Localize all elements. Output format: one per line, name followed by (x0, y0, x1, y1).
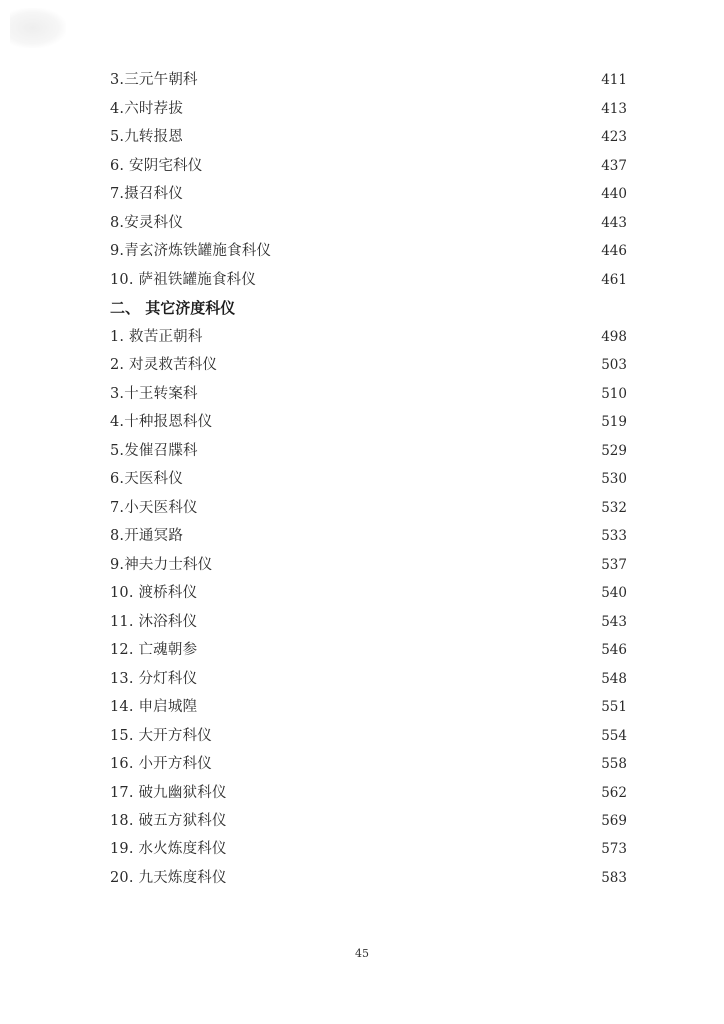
toc-entry-title: 3.十王转案科 (110, 385, 198, 402)
section-heading: 二、 其它济度科仪 (110, 299, 236, 318)
toc-entry-title: 8.开通冥路 (110, 528, 184, 545)
toc-entry-title: 12. 亡魂朝参 (110, 642, 198, 659)
toc-entry (110, 406, 627, 431)
toc-entry-page: 554 (601, 727, 627, 744)
toc-entry-title: 20. 九天炼度科仪 (110, 869, 227, 886)
toc-entry-page: 558 (601, 756, 627, 773)
toc-entry (110, 833, 627, 858)
toc-entry-page: 423 (601, 129, 627, 146)
toc-entry (110, 320, 627, 345)
toc-entry-title: 4.六时荐拔 (110, 100, 184, 117)
toc-entry-page: 562 (601, 784, 627, 801)
toc-entry-title: 13. 分灯科仪 (110, 670, 198, 687)
toc-entry-page: 503 (601, 357, 627, 374)
toc-entry-page: 498 (601, 328, 627, 345)
toc-entry-title: 8.安灵科仪 (110, 214, 184, 231)
toc-entry-page: 411 (601, 72, 627, 89)
dot-leader (214, 417, 599, 427)
toc-entry-page: 446 (601, 243, 627, 260)
toc-entry (110, 577, 627, 602)
toc-entry (110, 862, 627, 887)
toc-entry-page: 546 (601, 642, 627, 659)
toc-entry-page: 548 (601, 670, 627, 687)
dot-leader (200, 446, 599, 456)
scan-corner-mark (10, 8, 66, 48)
toc-entry-page: 583 (601, 869, 627, 886)
dot-leader (199, 617, 599, 627)
toc-entry (110, 634, 627, 659)
toc-entry (110, 92, 627, 117)
toc-entry-page: 540 (601, 585, 627, 602)
dot-leader (214, 731, 599, 741)
toc-entry-page: 551 (601, 699, 627, 716)
toc-entry (110, 548, 627, 573)
dot-leader (185, 189, 599, 199)
toc-section-b (110, 320, 627, 887)
dot-leader (200, 75, 599, 85)
dot-leader (273, 246, 599, 256)
dot-leader (185, 104, 599, 114)
toc-entry-page: 443 (601, 214, 627, 231)
dot-leader (199, 674, 599, 684)
toc-section-a (110, 64, 627, 289)
toc-entry (110, 178, 627, 203)
toc-entry (110, 719, 627, 744)
toc-entry (110, 235, 627, 260)
toc-entry-title: 3.三元午朝科 (110, 72, 198, 89)
toc-entry-title: 16. 小开方科仪 (110, 756, 212, 773)
toc-entry (110, 349, 627, 374)
toc-entry-page: 519 (601, 414, 627, 431)
toc-entry-title: 9.神夫力士科仪 (110, 556, 213, 573)
toc-entry (110, 206, 627, 231)
toc-entry-title: 10. 渡桥科仪 (110, 585, 198, 602)
toc-entry (110, 691, 627, 716)
toc-entry-title: 10. 萨祖铁罐施食科仪 (110, 271, 257, 288)
toc-entry-page: 461 (601, 271, 627, 288)
toc-entry-page: 569 (601, 812, 627, 829)
toc-entry-title: 4.十种报恩科仪 (110, 414, 213, 431)
toc-entry-page: 532 (601, 499, 627, 516)
toc-entry-title: 17. 破九幽狱科仪 (110, 784, 227, 801)
dot-leader (258, 275, 599, 285)
toc-entry-page: 413 (601, 100, 627, 117)
toc-entry-page: 530 (601, 471, 627, 488)
dot-leader (219, 360, 599, 370)
toc-entry-title: 6. 安阴宅科仪 (110, 157, 203, 174)
toc-entry-page: 537 (601, 556, 627, 573)
dot-leader (200, 503, 599, 513)
dot-leader (185, 531, 599, 541)
dot-leader (229, 873, 600, 883)
toc-entry (110, 605, 627, 630)
toc-entry-title: 19. 水火炼度科仪 (110, 841, 227, 858)
dot-leader (185, 132, 599, 142)
toc-entry-title: 11. 沐浴科仪 (110, 613, 198, 630)
toc-entry-title: 5.发催召牒科 (110, 442, 198, 459)
dot-leader (200, 389, 599, 399)
toc-entry (110, 520, 627, 545)
toc-entry-title: 14. 申启城隍 (110, 699, 198, 716)
dot-leader (185, 474, 599, 484)
dot-leader (199, 588, 599, 598)
dot-leader (229, 788, 600, 798)
toc-entry-page: 529 (601, 442, 627, 459)
toc-entry-page: 437 (601, 157, 627, 174)
toc-entry-title: 7.小天医科仪 (110, 499, 198, 516)
toc-entry (110, 805, 627, 830)
toc-entry (110, 491, 627, 516)
toc-entry (110, 149, 627, 174)
dot-leader (199, 645, 599, 655)
toc-entry-title: 6.天医科仪 (110, 471, 184, 488)
dot-leader (214, 759, 599, 769)
table-of-contents (110, 64, 627, 890)
toc-entry-page: 573 (601, 841, 627, 858)
toc-entry (110, 64, 627, 89)
toc-entry (110, 748, 627, 773)
dot-leader (205, 332, 600, 342)
dot-leader (229, 844, 600, 854)
toc-entry-title: 9.青玄济炼铁罐施食科仪 (110, 243, 272, 260)
toc-entry (110, 776, 627, 801)
toc-entry (110, 263, 627, 288)
toc-entry-page: 510 (601, 385, 627, 402)
toc-entry (110, 434, 627, 459)
page-number: 45 (355, 947, 369, 960)
toc-entry (110, 463, 627, 488)
toc-entry-title: 18. 破五方狱科仪 (110, 812, 227, 829)
toc-entry-title: 15. 大开方科仪 (110, 727, 212, 744)
dot-leader (214, 560, 599, 570)
toc-entry-page: 543 (601, 613, 627, 630)
toc-entry (110, 377, 627, 402)
toc-entry (110, 121, 627, 146)
toc-entry-title: 7.摄召科仪 (110, 186, 184, 203)
toc-entry-title: 2. 对灵救苦科仪 (110, 357, 218, 374)
dot-leader (185, 218, 599, 228)
toc-entry-title: 1. 救苦正朝科 (110, 328, 203, 345)
toc-entry-page: 533 (601, 528, 627, 545)
dot-leader (229, 816, 600, 826)
dot-leader (199, 702, 599, 712)
dot-leader (205, 161, 600, 171)
toc-entry (110, 662, 627, 687)
toc-entry-title: 5.九转报恩 (110, 129, 184, 146)
toc-entry-page: 440 (601, 186, 627, 203)
